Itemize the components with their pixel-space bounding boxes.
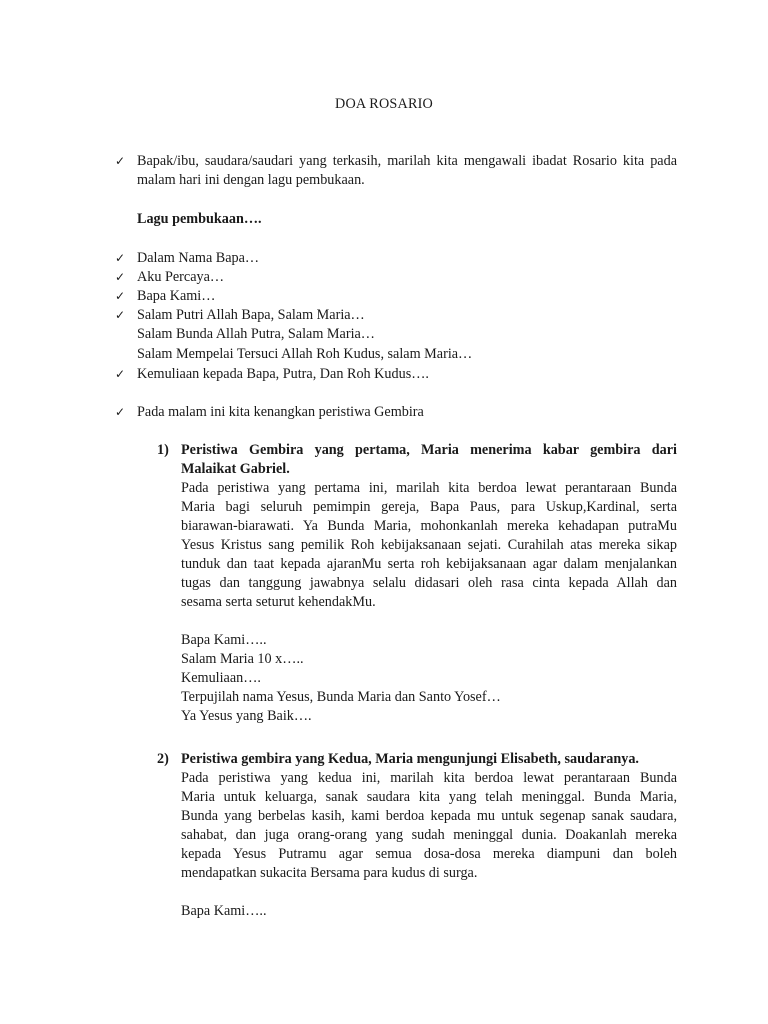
mystery-body-line: Pada peristiwa yang pertama ini, marilah kita berdoa lewat perantaraan Bunda — [181, 480, 677, 496]
mystery-number: 2) — [157, 751, 169, 767]
intro-text: Bapak/ibu, saudara/saudari yang terkasih, marilah kita mengawali ibadat Rosario kita pada malam hari ini dengan lagu pembukaan. — [137, 153, 677, 188]
checkmark-icon: ✓ — [114, 308, 126, 322]
response-line: Salam Maria 10 x….. — [181, 651, 304, 667]
prayer-text: Dalam Nama Bapa… — [137, 250, 260, 266]
prayer-text: Salam Putri Allah Bapa, Salam Maria… — [137, 307, 365, 323]
response-line: Kemuliaan…. — [181, 670, 261, 686]
mystery-body-line: tunduk dan taat kepada ajaranMu serta roh kebijaksanaan agar dalam menjalankan — [181, 556, 677, 572]
mystery-number: 1) — [157, 442, 169, 458]
mystery-content — [181, 441, 677, 726]
mystery-body-line: Pada peristiwa yang kedua ini, marilah kita berdoa lewat perantaraan Bunda — [181, 770, 677, 786]
mysteries-intro-text: Pada malam ini kita kenangkan peristiwa Gembira — [137, 404, 424, 420]
spacer — [181, 612, 677, 631]
mystery-body-line: biarawan-biarawati. Ya Bunda Maria, mohonkanlah mereka kehadapan putraMu — [181, 518, 677, 534]
mystery-body-line: Maria untuk keluarga, sanak saudara kita yang telah meninggal. Bunda Maria, — [181, 789, 677, 805]
response-line: Bapa Kami….. — [181, 903, 267, 919]
mystery-body-line: tugas dan tanggung jawabnya selalu didasari oleh rasa cinta kepada Allah dan — [181, 575, 677, 591]
mystery-body-line: kepada Yesus Putramu agar semua dosa-dosa mereka diampuni dan boleh — [181, 846, 677, 862]
mystery-body-line: Bunda yang berbelas kasih, kami berdoa kepada mu untuk segenap sanak saudara, — [181, 808, 677, 824]
opening-song-label: Lagu pembukaan…. — [137, 211, 262, 227]
checkmark-icon: ✓ — [114, 251, 126, 265]
checkmark-icon: ✓ — [114, 154, 126, 168]
prayer-text: Bapa Kami… — [137, 288, 216, 304]
mystery-body-line: mendapatkan sukacita Bersama para kudus di surga. — [181, 865, 478, 881]
response-line: Ya Yesus yang Baik…. — [181, 708, 312, 724]
checkmark-icon: ✓ — [114, 270, 126, 284]
mystery-content — [181, 750, 677, 921]
checkmark-icon: ✓ — [114, 289, 126, 303]
prayer-text: Kemuliaan kepada Bapa, Putra, Dan Roh Kudus…. — [137, 366, 429, 382]
mystery-heading-line: Malaikat Gabriel. — [181, 461, 290, 477]
document-title: DOA ROSARIO — [335, 96, 433, 112]
mystery-body-line: Yesus Kristus sang pemilik Roh kebijaksanaan sejati. Curahilah atas mereka sikap — [181, 537, 677, 553]
prayer-text: Salam Bunda Allah Putra, Salam Maria… — [137, 326, 375, 342]
mystery-heading-line: Peristiwa gembira yang Kedua, Maria mengunjungi Elisabeth, saudaranya. — [181, 751, 639, 767]
checkmark-icon: ✓ — [114, 367, 126, 381]
mystery-body-line: Maria bagi seluruh pemimpin gereja, Bapa Paus, para Uskup,Kardinal, serta — [181, 499, 677, 515]
response-line: Terpujilah nama Yesus, Bunda Maria dan Santo Yosef… — [181, 689, 501, 705]
mystery-body-line: sesama serta seturut kehendakMu. — [181, 594, 376, 610]
spacer — [181, 883, 677, 902]
checkmark-icon: ✓ — [114, 405, 126, 419]
mystery-heading-line: Peristiwa Gembira yang pertama, Maria menerima kabar gembira dari — [181, 442, 677, 458]
prayer-text: Salam Mempelai Tersuci Allah Roh Kudus, salam Maria… — [137, 346, 473, 362]
prayer-text: Aku Percaya… — [137, 269, 225, 285]
response-line: Bapa Kami….. — [181, 632, 267, 648]
mystery-body-line: sahabat, dan juga orang-orang yang sudah meninggal dunia. Doakanlah mereka — [181, 827, 677, 843]
